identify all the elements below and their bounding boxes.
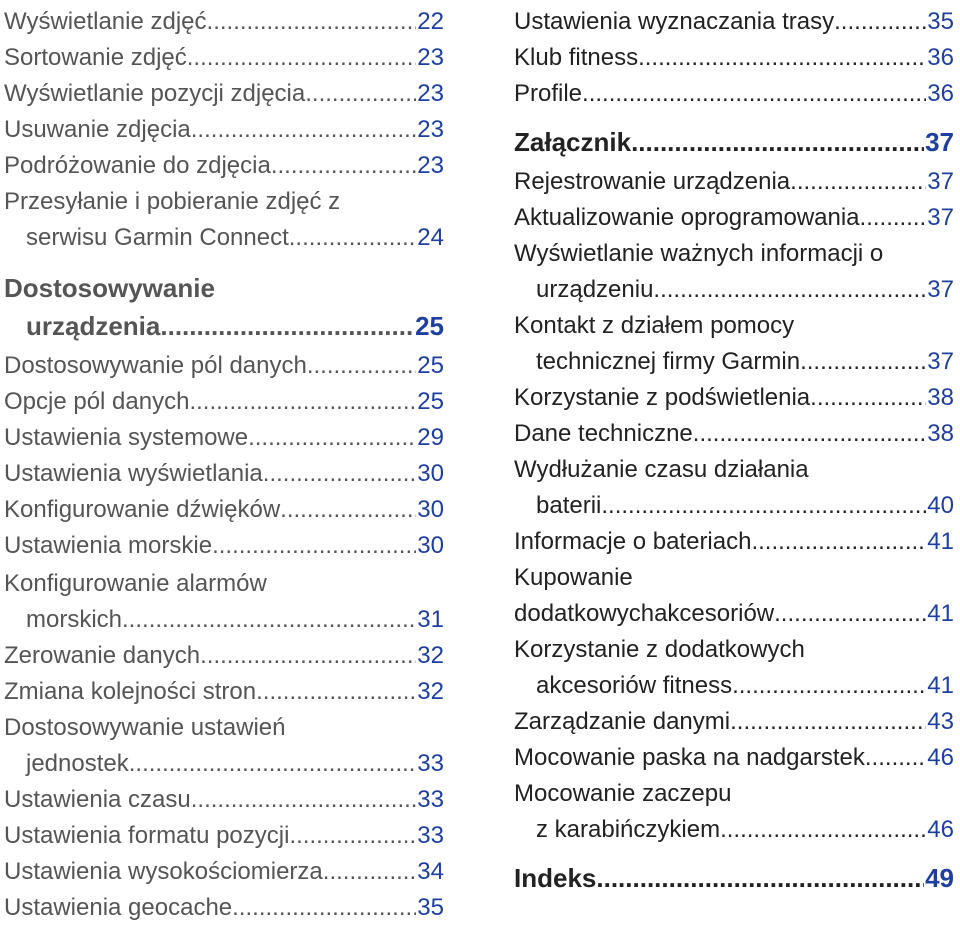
toc-entry[interactable]: [4, 778, 444, 814]
toc-dot-leader: [631, 128, 924, 156]
toc-dot-leader: [638, 44, 926, 72]
toc-page-number[interactable]: 37: [927, 348, 954, 375]
toc-entry-title: Ustawienia wyznaczania trasy: [514, 8, 835, 35]
toc-page-number[interactable]: 41: [927, 600, 954, 627]
toc-dot-leader: [601, 492, 926, 520]
toc-entry[interactable]: [514, 72, 954, 108]
toc-entry-title: Załącznik: [514, 127, 632, 157]
toc-page-number[interactable]: 30: [417, 496, 444, 523]
toc-entry[interactable]: [4, 814, 444, 850]
toc-page-number[interactable]: 32: [417, 642, 444, 669]
toc-entry[interactable]: [4, 886, 444, 922]
toc-page-number[interactable]: 36: [927, 44, 954, 71]
toc-dot-leader: [834, 8, 926, 36]
toc-entry[interactable]: [4, 562, 444, 633]
toc-section-heading[interactable]: [4, 266, 444, 341]
toc-dot-leader: [582, 80, 926, 108]
toc-page-number[interactable]: 34: [417, 858, 444, 885]
toc-dot-leader: [800, 348, 926, 376]
toc-entry[interactable]: [514, 304, 954, 375]
toc-dot-leader: [732, 672, 926, 700]
toc-page-number[interactable]: 25: [417, 352, 444, 379]
toc-entry[interactable]: [514, 196, 954, 232]
toc-page-number[interactable]: 37: [927, 204, 954, 231]
toc-entry-title: Zerowanie danych: [4, 642, 201, 669]
toc-page-number[interactable]: 24: [417, 224, 444, 251]
toc-entry-title: dodatkowychakcesoriów: [514, 600, 775, 627]
toc-dot-leader: [191, 786, 417, 814]
toc-page-number[interactable]: 31: [417, 606, 444, 633]
toc-page-number[interactable]: 23: [417, 116, 444, 143]
toc-entry-title: Profile: [514, 80, 583, 107]
toc-entry[interactable]: [4, 344, 444, 380]
toc-entry-title: Ustawienia systemowe: [4, 424, 249, 451]
toc-entry-title: Kupowanie: [514, 564, 633, 591]
toc-entry-title: morskich: [26, 606, 123, 633]
toc-entry-title: Wyświetlanie pozycji zdjęcia: [4, 80, 306, 107]
toc-entry[interactable]: [4, 524, 444, 560]
toc-entry-title: z karabińczykiem: [536, 816, 721, 843]
toc-entry-title: Dostosowywanie pól danych: [4, 352, 307, 379]
toc-entry-title: Wyświetlanie ważnych informacji o: [514, 240, 884, 267]
toc-dot-leader: [280, 496, 416, 524]
toc-page-number[interactable]: 36: [927, 80, 954, 107]
toc-page-number[interactable]: 38: [927, 420, 954, 447]
toc-dot-leader: [860, 204, 927, 232]
toc-entry-title: Konfigurowanie alarmów: [4, 570, 267, 597]
toc-page-number[interactable]: 23: [417, 44, 444, 71]
toc-entry[interactable]: [514, 700, 954, 736]
toc-dot-leader: [263, 460, 417, 488]
toc-dot-leader: [305, 80, 416, 108]
toc-entry-title: akcesoriów fitness: [536, 672, 733, 699]
toc-entry[interactable]: [4, 488, 444, 524]
toc-dot-leader: [200, 642, 416, 670]
toc-dot-leader: [207, 8, 417, 36]
toc-entry-title: Kontakt z działem pomocy: [514, 312, 795, 339]
toc-entry-title: Przesyłanie i pobieranie zdjęć z: [4, 188, 341, 215]
toc-entry[interactable]: [514, 556, 954, 627]
toc-page-number[interactable]: 46: [927, 816, 954, 843]
toc-dot-leader: [271, 152, 416, 180]
toc-page-number[interactable]: 30: [417, 532, 444, 559]
toc-entry[interactable]: [514, 376, 954, 412]
toc-page-number[interactable]: 23: [417, 152, 444, 179]
toc-dot-leader: [248, 424, 416, 452]
toc-page-number[interactable]: 49: [925, 863, 954, 893]
toc-page-number[interactable]: 29: [417, 424, 444, 451]
toc-entry-title: baterii: [536, 492, 602, 519]
toc-entry-title: Korzystanie z podświetlenia: [514, 384, 811, 411]
toc-entry[interactable]: [514, 36, 954, 72]
toc-entry-title: Dostosowywanie ustawień: [4, 714, 286, 741]
toc-entry[interactable]: [4, 416, 444, 452]
toc-entry-title: Mocowanie paska na nadgarstek: [514, 744, 865, 771]
toc-entry-title: Mocowanie zaczepu: [514, 780, 732, 807]
toc-entry[interactable]: [4, 144, 444, 180]
toc-entry-title: Ustawienia morskie: [4, 532, 213, 559]
toc-page-number[interactable]: 46: [927, 744, 954, 771]
toc-entry-title: Zarządzanie danymi: [514, 708, 731, 735]
toc-dot-leader: [774, 600, 926, 628]
toc-entry[interactable]: [514, 0, 954, 36]
toc-entry-title: urządzeniu: [536, 276, 654, 303]
toc-entry-title: Ustawienia czasu: [4, 786, 191, 813]
toc-entry-title: Konfigurowanie dźwięków: [4, 496, 281, 523]
toc-entry-title: Ustawienia geocache: [4, 894, 233, 921]
toc-dot-leader: [810, 384, 926, 412]
toc-entry[interactable]: [514, 520, 954, 556]
toc-dot-leader: [653, 276, 926, 304]
toc-section-heading[interactable]: [514, 856, 954, 892]
toc-page-number[interactable]: 32: [417, 678, 444, 705]
toc-entry[interactable]: [4, 850, 444, 886]
toc-entry[interactable]: [4, 452, 444, 488]
toc-entry-title: Sortowanie zdjęć: [4, 44, 187, 71]
toc-page-number[interactable]: 33: [417, 822, 444, 849]
toc-dot-leader: [160, 312, 414, 340]
toc-page-number[interactable]: 37: [927, 276, 954, 303]
toc-page-number[interactable]: 30: [417, 460, 444, 487]
toc-dot-leader: [289, 822, 416, 850]
toc-entry-title: technicznej firmy Garmin: [536, 348, 801, 375]
toc-dot-leader: [596, 864, 924, 892]
toc-entry-title: Rejestrowanie urządzenia: [514, 168, 791, 195]
toc-page-number[interactable]: 35: [927, 8, 954, 35]
toc-page-number[interactable]: 37: [927, 168, 954, 195]
toc-dot-leader: [307, 352, 416, 380]
toc-page-number[interactable]: 41: [927, 672, 954, 699]
toc-entry-title: Dane techniczne: [514, 420, 693, 447]
toc-page-number[interactable]: 23: [417, 80, 444, 107]
toc-dot-leader: [730, 708, 926, 736]
toc-entry[interactable]: [4, 0, 444, 36]
toc-page-number[interactable]: 40: [927, 492, 954, 519]
toc-entry-title: Zmiana kolejności stron: [4, 678, 257, 705]
toc-dot-leader: [693, 420, 927, 448]
toc-dot-leader: [191, 116, 417, 144]
toc-dot-leader: [790, 168, 926, 196]
toc-dot-leader: [189, 388, 416, 416]
toc-entry[interactable]: [4, 36, 444, 72]
toc-entry-title: Ustawienia formatu pozycji: [4, 822, 290, 849]
toc-entry-title: Indeks: [514, 863, 597, 893]
toc-entry[interactable]: [4, 634, 444, 670]
toc-entry[interactable]: [4, 380, 444, 416]
toc-page-number[interactable]: 41: [927, 528, 954, 555]
toc-page-number[interactable]: 37: [925, 127, 954, 157]
toc-entry[interactable]: [4, 180, 444, 251]
toc-entry-title: Informacje o bateriach: [514, 528, 752, 555]
toc-entry[interactable]: [514, 448, 954, 519]
toc-entry[interactable]: [514, 160, 954, 196]
toc-page-number[interactable]: 22: [417, 8, 444, 35]
toc-entry[interactable]: [514, 736, 954, 772]
toc-entry-title: Opcje pól danych: [4, 388, 190, 415]
toc-dot-leader: [212, 532, 416, 560]
toc-dot-leader: [865, 744, 926, 772]
toc-dot-leader: [256, 678, 416, 706]
toc-dot-leader: [720, 816, 926, 844]
toc-page-number[interactable]: 25: [415, 311, 444, 341]
toc-entry-title: serwisu Garmin Connect: [26, 224, 289, 251]
toc-entry-title: urządzenia: [26, 311, 161, 341]
toc-entry[interactable]: [4, 72, 444, 108]
toc-page-number[interactable]: 43: [927, 708, 954, 735]
toc-page-number[interactable]: 38: [927, 384, 954, 411]
toc-entry-title: Usuwanie zdjęcia: [4, 116, 191, 143]
toc-entry-title: Korzystanie z dodatkowych: [514, 636, 805, 663]
toc-entry-title: Wyświetlanie zdjęć: [4, 8, 207, 35]
toc-entry[interactable]: [4, 670, 444, 706]
toc-entry-title: Aktualizowanie oprogramowania: [514, 204, 860, 231]
toc-dot-leader: [187, 44, 417, 72]
toc-entry-title: Dostosowywanie: [4, 273, 215, 303]
toc-entry-title: Podróżowanie do zdjęcia: [4, 152, 271, 179]
toc-entry-title: Klub fitness: [514, 44, 639, 71]
toc-page-number[interactable]: 33: [417, 750, 444, 777]
toc-dot-leader: [751, 528, 926, 556]
toc-dot-leader: [232, 894, 416, 922]
toc-entry[interactable]: [514, 628, 954, 699]
toc-entry[interactable]: [4, 706, 444, 777]
toc-dot-leader: [122, 606, 416, 634]
toc-entry[interactable]: [514, 412, 954, 448]
toc-entry-title: Ustawienia wyświetlania: [4, 460, 263, 487]
toc-page-number[interactable]: 25: [417, 388, 444, 415]
toc-entry[interactable]: [4, 108, 444, 144]
toc-dot-leader: [289, 224, 417, 252]
toc-page-number[interactable]: 35: [417, 894, 444, 921]
toc-entry-title: jednostek: [26, 750, 129, 777]
toc-entry-title: Wydłużanie czasu działania: [514, 456, 809, 483]
toc-entry[interactable]: [514, 232, 954, 303]
toc-entry[interactable]: [514, 772, 954, 843]
toc-dot-leader: [129, 750, 417, 778]
toc-page-number[interactable]: 33: [417, 786, 444, 813]
toc-entry-title: Ustawienia wysokościomierza: [4, 858, 323, 885]
toc-section-heading[interactable]: [514, 120, 954, 156]
toc-dot-leader: [323, 858, 417, 886]
